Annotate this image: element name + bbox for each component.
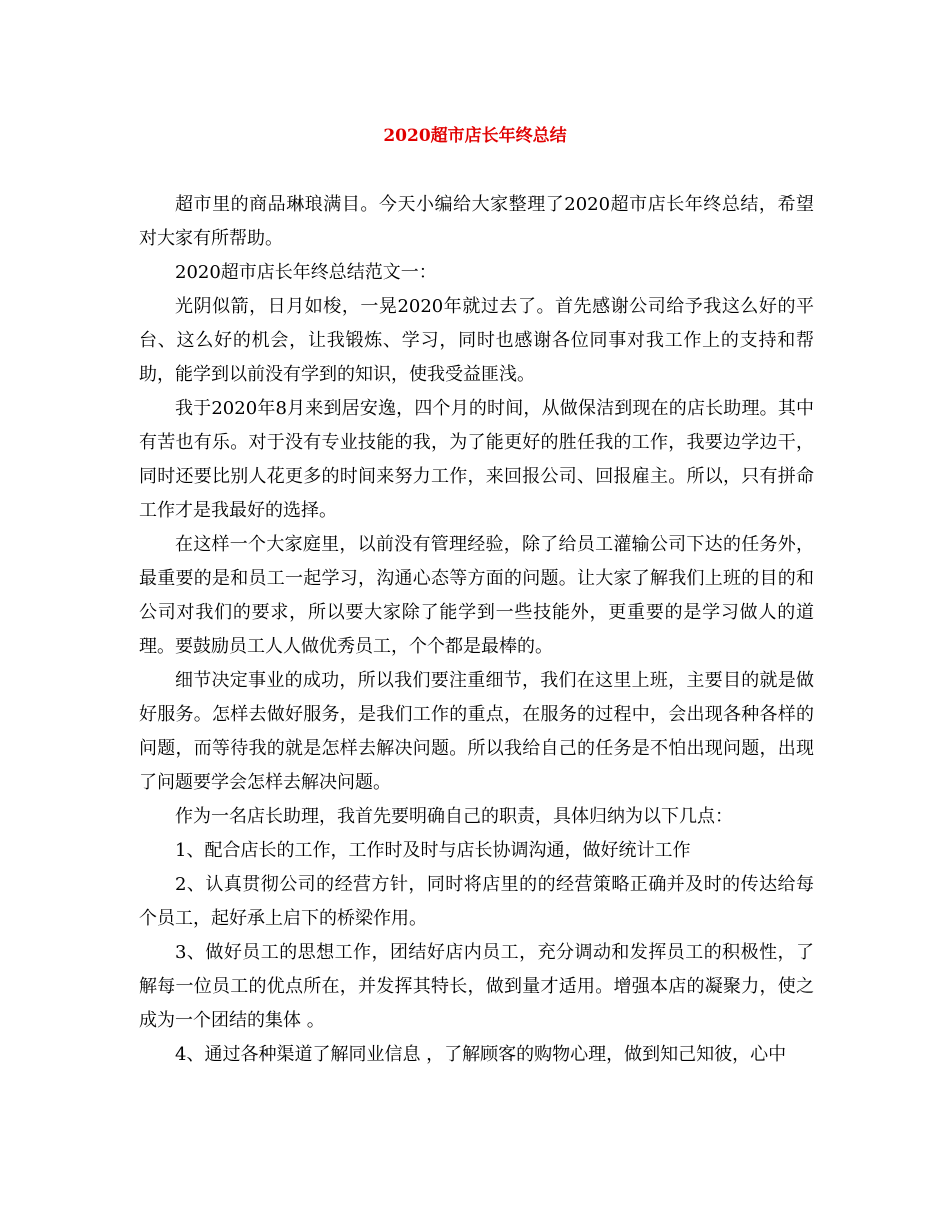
paragraph-sample-heading: 2020超市店长年终总结范文一： bbox=[175, 262, 437, 283]
paragraph-intro: 超市里的商品琳琅满目。今天小编给大家整理了2020超市店长年终总结，希望对大家有所帮助。 bbox=[139, 194, 814, 249]
list-item: 2、认真贯彻公司的经营方针，同时将店里的的经营策略正确并及时的传达给每个员工，起好承上启下的桥梁作用。 bbox=[139, 874, 814, 929]
list-item: 3、做好员工的思想工作，团结好店内员工，充分调动和发挥员工的积极性，了解每一位员工的优点所在，并发挥其特长，做到量才适用。增强本店的凝聚力，使之成为一个团结的集体 。 bbox=[139, 942, 814, 1031]
paragraph: 细节决定事业的成功，所以我们要注重细节，我们在这里上班，主要目的就是做好服务。怎样去做好服务，是我们工作的重点，在服务的过程中，会出现各种各样的问题，而等待我的就是怎样去解决问题。所以我给自己的任务是不怕出现问题，出现了问题要学会怎样去解决问题。 bbox=[139, 670, 814, 793]
document-title: 2020超市店长年终总结 bbox=[383, 126, 567, 146]
list-item: 1、配合店长的工作，工作时及时与店长协调沟通，做好统计工作 bbox=[175, 840, 691, 861]
paragraph: 光阴似箭，日月如梭，一晃2020年就过去了。首先感谢公司给予我这么好的平台、这么好的机会，让我锻炼、学习，同时也感谢各位同事对我工作上的支持和帮助，能学到以前没有学到的知识，使我受益匪浅。 bbox=[139, 296, 814, 385]
list-item: 4、通过各种渠道了解同业信息 ，了解顾客的购物心理，做到知己知彼，心中 bbox=[175, 1044, 787, 1065]
paragraph: 我于2020年8月来到居安逸，四个月的时间，从做保洁到现在的店长助理。其中有苦也有乐。对于没有专业技能的我，为了能更好的胜任我的工作，我要边学边干，同时还要比别人花更多的时间来努力工作，来回报公司、回报雇主。所以，只有拼命工作才是我最好的选择。 bbox=[139, 398, 814, 521]
paragraph: 在这样一个大家庭里，以前没有管理经验，除了给员工灌输公司下达的任务外，最重要的是和员工一起学习，沟通心态等方面的问题。让大家了解我们上班的目的和公司对我们的要求，所以要大家除了能学到一些技能外，更重要的是学习做人的道理。要鼓励员工人人做优秀员工，个个都是最棒的。 bbox=[139, 534, 814, 657]
paragraph: 作为一名店长助理，我首先要明确自己的职责，具体归纳为以下几点： bbox=[175, 806, 733, 827]
document-body bbox=[139, 188, 814, 1072]
